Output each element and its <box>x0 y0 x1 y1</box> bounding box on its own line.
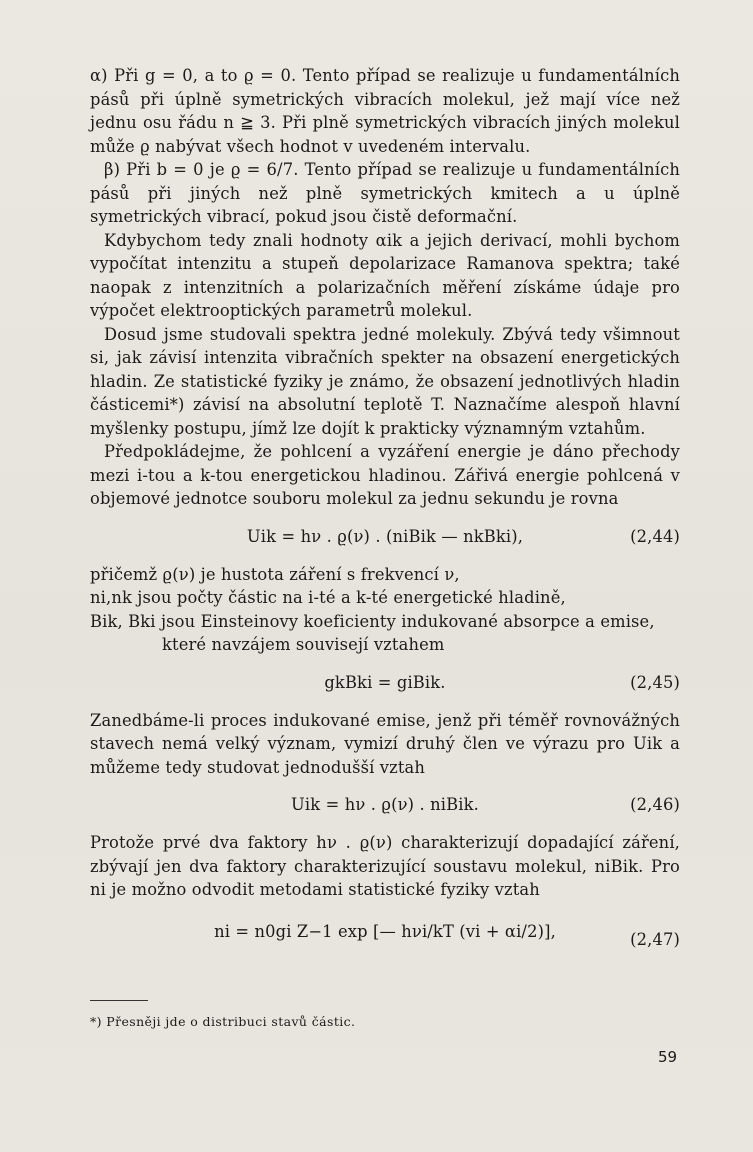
equation-2-47 <box>90 906 680 968</box>
equation-2-47-number: (2,47) <box>630 929 680 949</box>
paragraph-protoze: Protože prvé dva faktory hν . ϱ(ν) charakterizují dopadající záření, zbývají jen dva faktory charakterizující soustavu molekul, niBik. Pro ni je možno odvodit metodami statistické fyziky vztah <box>90 833 680 899</box>
paragraph-beta: β) Při b = 0 je ϱ = 6/7. Tento případ se realizuje u fundamentálních pásů při jiných než plně symetrických kmitech a u úplně symetrických vibrací, pokud jsou čistě deformační. <box>90 160 680 226</box>
equation-2-46 <box>90 783 680 827</box>
equation-2-47-formula: ni = n0gi Z−1 exp [— hνi/kT (vi + αi/2)], <box>214 921 556 941</box>
paragraph-zanedbame: Zanedbáme-li proces indukované emise, jenž při téměř rovnovážných stavech nemá velký význam, vymizí druhý člen ve výrazu pro Uik a můžeme tedy studovat jednodušší vztah <box>90 710 680 777</box>
equation-2-45 <box>90 661 680 705</box>
equation-2-45-formula: gkBki = giBik. <box>324 672 446 692</box>
definitions-list <box>90 563 680 657</box>
definition-rho: přičemž ϱ(ν) je hustota záření s frekvencí ν, <box>90 564 460 584</box>
equation-2-46-formula: Uik = hν . ϱ(ν) . niBik. <box>291 795 479 814</box>
definition-b-continued: které navzájem souvisejí vztahem <box>162 635 445 654</box>
equation-2-44 <box>90 515 680 559</box>
footnote-rule <box>90 1000 148 1001</box>
paragraph-alpha: α) Při g = 0, a to ϱ = 0. Tento případ se realizuje u fundamentálních pásů při úplně symetrických vibracích molekul, jež mají více než jednu osu řádu n ≧ 3. Při plně symetrických vibracích jiných molekul může ϱ nabývat všech hodnot v uvedeném intervalu. <box>90 66 680 156</box>
definition-n: ni,nk jsou počty částic na i-té a k-té energetické hladině, <box>90 588 566 607</box>
equation-2-44-formula: Uik = hν . ϱ(ν) . (niBik — nkBki), <box>246 526 524 546</box>
paragraph-kdybychom: Kdybychom tedy znali hodnoty αik a jejich derivací, mohli bychom vypočítat intenzitu a stupeň depolarizace Ramanova spektra; také naopak z intenzitních a polarizačních měření získáme údaje pro výpočet elektrooptických parametrů molekul. <box>90 230 680 320</box>
paragraph-dosud: Dosud jsme studovali spektra jedné molekuly. Zbývá tedy všimnout si, jak závisí intenzita vibračních spekter na obsazení energetických hladin. Ze statistické fyziky je známo, že obsazení jednotlivých hladin částicemi*) závisí na absolutní teplotě T. Naznačíme alespoň hlavní myšlenky postupu, jímž lze dojít k prakticky významným vztahům. <box>90 324 680 438</box>
footnote: *) Přesněji jde o distribuci stavů částic. <box>90 1014 356 1029</box>
body-text <box>90 64 680 972</box>
paragraph-predpokladejme: Předpokládejme, že pohlcení a vyzáření energie je dáno přechody mezi i-tou a k-tou energetickou hladinou. Zářivá energie pohlcená v objemové jednotce souboru molekul za jednu sekundu je rovna <box>90 442 680 508</box>
equation-2-46-number: (2,46) <box>630 795 680 814</box>
equation-2-45-number: (2,45) <box>630 672 680 692</box>
page-number: 59 <box>658 1048 678 1066</box>
definition-b: Bik, Bki jsou Einsteinovy koeficienty indukované absorpce a emise, <box>90 611 655 631</box>
equation-2-44-number: (2,44) <box>630 526 680 546</box>
